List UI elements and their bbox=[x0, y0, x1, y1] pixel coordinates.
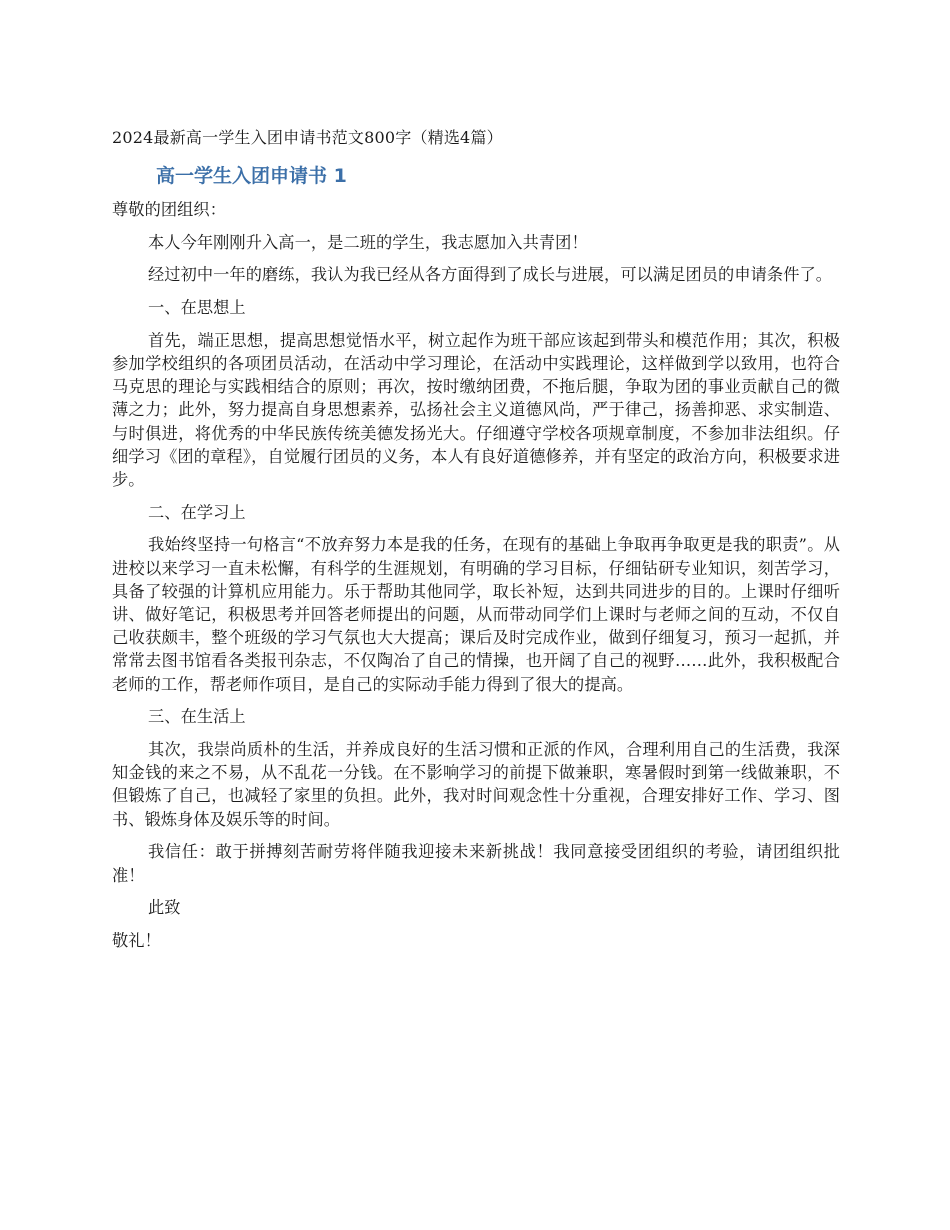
document-title: 2024最新高一学生入团申请书范文800字（精选4篇） bbox=[112, 128, 503, 147]
subheading-study: 二、在学习上 bbox=[148, 502, 246, 522]
closing: 敬礼！ bbox=[112, 930, 161, 950]
salutation: 尊敬的团组织： bbox=[112, 200, 227, 219]
paragraph-thought: 首先，端正思想，提高思想觉悟水平，树立起作为班干部应该起到带头和模范作用；其次，积极参加学校组织的各项团员活动，在活动中学习理论，在活动中实践理论，这样做到学以致用，也符合马克思的理论与实践相结合的原则；再次，按时缴纳团费，不拖后腿，争取为团的事业贡献自己的微薄之力；此外，努力提高自身思想素养，弘扬社会主义道德风尚，严于律己，扬善抑恶、求实制造、与时俱进，将优秀的中华民族传统美德发扬光大。仔细遵守学校各项规章制度，不参加非法组织。仔细学习《团的章程》，自觉履行团员的义务，本人有良好道德修养，并有坚定的政治方向，积极要求进步。 bbox=[112, 330, 840, 490]
paragraph-commitment: 我信任：敢于拼搏刻苦耐劳将伴随我迎接未来新挑战！我同意接受团组织的考验，请团组织批准！ bbox=[112, 842, 840, 885]
document-page bbox=[112, 126, 840, 962]
subheading-thought: 一、在思想上 bbox=[148, 298, 246, 318]
subheading-life: 三、在生活上 bbox=[148, 707, 246, 727]
paragraph-growth: 经过初中一年的磨练，我认为我已经从各方面得到了成长与进展，可以满足团员的申请条件了。 bbox=[148, 265, 833, 285]
section-heading: 高一学生入团申请书 1 bbox=[156, 165, 347, 187]
paragraph-life: 其次，我崇尚质朴的生活，并养成良好的生活习惯和正派的作风，合理利用自己的生活费，我深知金钱的来之不易，从不乱花一分钱。在不影响学习的前提下做兼职，寒暑假时到第一线做兼职，不但锻炼了自己，也减轻了家里的负担。此外，我对时间观念性十分重视，合理安排好工作、学习、图书、锻炼身体及娱乐等的时间。 bbox=[112, 740, 840, 829]
paragraph-study: 我始终坚持一句格言“不放弃努力本是我的任务，在现有的基础上争取再争取更是我的职责”。从进校以来学习一直未松懈，有科学的生涯规划，有明确的学习目标，仔细钻研专业知识，刻苦学习，具备了较强的计算机应用能力。乐于帮助其他同学，取长补短，达到共同进步的目的。上课时仔细听讲、做好笔记，积极思考并回答老师提出的问题，从而带动同学们上课时与老师之间的互动，不仅自己收获颇丰，整个班级的学习气氛也大大提高；课后及时完成作业，做到仔细复习，预习一起抓，并常常去图书馆看各类报刊杂志，不仅陶冶了自己的情操，也开阔了自己的视野……此外，我积极配合老师的工作，帮老师作项目，是自己的实际动手能力得到了很大的提高。 bbox=[112, 535, 840, 694]
paragraph-intro: 本人今年刚刚升入高一，是二班的学生，我志愿加入共青团！ bbox=[148, 232, 588, 252]
paragraph-regards: 此致 bbox=[148, 898, 181, 918]
